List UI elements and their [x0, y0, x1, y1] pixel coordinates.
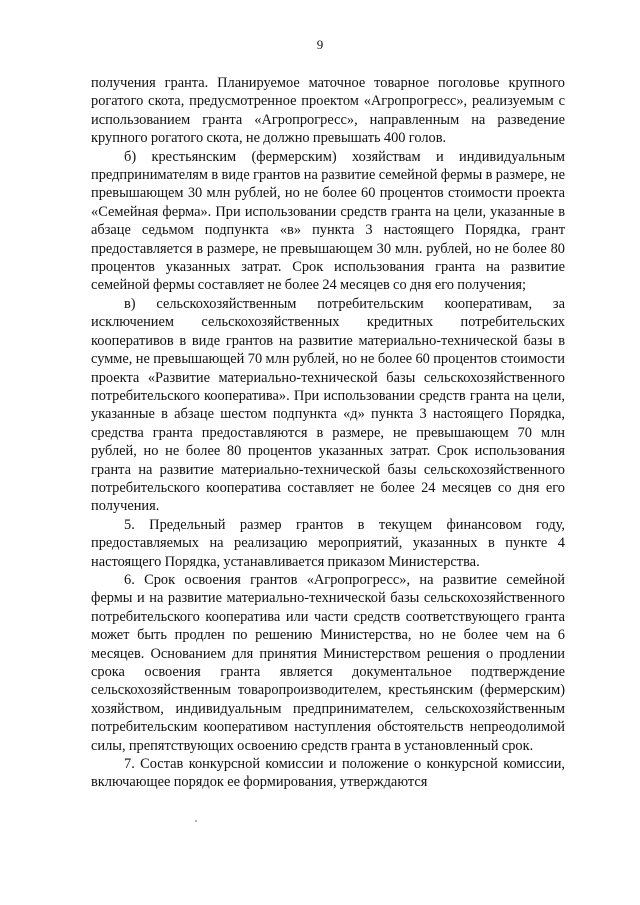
page-number: 9 [316, 37, 324, 52]
paragraph-item-6: 6. Срок освоения грантов «Агропрогресс», на развитие семейной фермы и на развитие материально-технической базы сельскохозяйственного потребительского кооператива или части средств соответствующего гранта может быть продлен по решению Министерства, но не более чем на 6 месяцев. Основанием для принятия Министерством решения о продлении срока освоения гранта является документальное подтверждение сельскохозяйственным товаропроизводителем, крестьянским (фермерским) хозяйством, индивидуальным предпринимателем, сельскохозяйственным потребительским кооперативом наступления обстоятельств непреодолимой силы, препятствующих освоению средств гранта в установленный срок. [91, 571, 565, 754]
scan-speck [195, 820, 197, 822]
paragraph-item-5: 5. Предельный размер грантов в текущем финансовом году, предоставляемых на реализацию мероприятий, указанных в пункте 4 настоящего Порядка, устанавливается приказом Министерства. [91, 516, 565, 570]
document-body [91, 74, 565, 792]
paragraph-item-7: 7. Состав конкурсной комиссии и положение о конкурсной комиссии, включающее порядок ее формирования, утверждаются [91, 756, 565, 791]
paragraph-subitem-v: в) сельскохозяйственным потребительским кооперативам, за исключением сельскохозяйственных кредитных потребительских кооперативов в виде грантов на развитие материально-технической базы в сумме, не превышающей 70 млн рублей, но не более 60 процентов стоимости проекта «Развитие материально-технической базы сельскохозяйственного потребительского кооператива». При использовании средств гранта на цели, указанные в абзаце шестом подпункта «д» пункта 3 настоящего Порядка, средства гранта предоставляются в размере, не превышающем 70 млн рублей, но не более 80 процентов указанных затрат. Срок использования гранта на развитие материально-технической базы сельскохозяйственного потребительского кооператива составляет не более 24 месяцев со дня его получения. [91, 295, 565, 515]
paragraph-subitem-b: б) крестьянским (фермерским) хозяйствам и индивидуальным предпринимателям в виде грантов на развитие семейной фермы в размере, не превышающем 30 млн рублей, но не более 60 процентов стоимости проекта «Семейная ферма». При использовании средств гранта на цели, указанные в абзаце седьмом подпункта «в» пункта 3 настоящего Порядка, грант предоставляется в размере, не превышающем 30 млн. рублей, но не более 80 процентов указанных затрат. Срок использования гранта на развитие семейной фермы составляет не более 24 месяцев со дня его получения; [91, 148, 565, 294]
paragraph-grant-continuation: получения гранта. Планируемое маточное товарное поголовье крупного рогатого скота, предусмотренное проектом «Агропрогресс», реализуемым с использованием гранта «Агропрогресс», направленным на разведение крупного рогатого скота, не должно превышать 400 голов. [91, 75, 565, 147]
